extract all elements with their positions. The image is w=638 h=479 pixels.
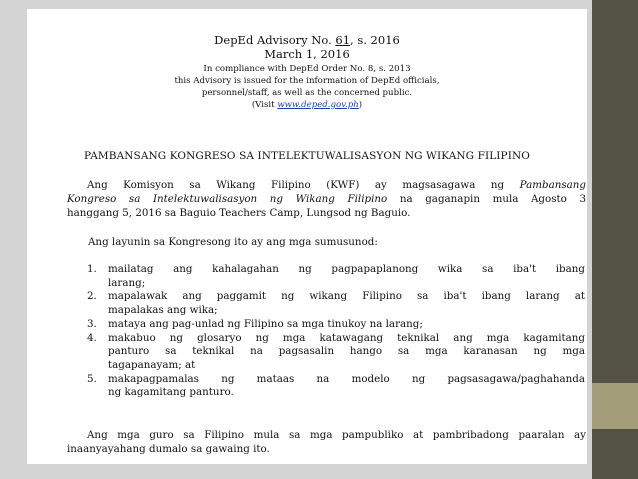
goals-intro: Ang layunin sa Kongresong ito ay ang mga sumusunod: [88, 236, 378, 248]
closing-paragraph [67, 428, 586, 456]
list-item-line: mataya ang pag-unlad ng Filipino sa mga tinukoy na larang; [108, 317, 423, 330]
visit-suffix: ) [358, 100, 363, 110]
compliance-line-1: In compliance with DepEd Order No. 8, s. 2013 [203, 64, 411, 74]
list-item-number: 2. [87, 290, 97, 303]
closing-line-2: inaanyayahang dumalo sa gawaing ito. [67, 443, 270, 455]
deped-website-link[interactable]: www.deped.gov.ph [277, 100, 359, 110]
list-item-number: 1. [87, 263, 97, 275]
intro-line-1-text: Ang Komisyon sa Wikang Filipino (KWF) ay magsasagawa ng [87, 179, 520, 191]
visit-prefix: (Visit [251, 100, 278, 110]
advisory-date: March 1, 2016 [264, 47, 350, 61]
list-item-line: ng kagamitang panturo. [108, 386, 234, 399]
event-name-part-2: Kongreso sa Intelektuwalisasyon ng Wikang Filipino [67, 193, 388, 205]
intro-line-2 [67, 192, 586, 206]
event-name-part-1: Pambansang [519, 179, 586, 191]
advisory-number: 61 [335, 33, 351, 47]
list-item [87, 263, 585, 290]
visit-line [27, 100, 587, 111]
intro-line-1 [67, 178, 586, 192]
list-item [87, 318, 585, 332]
list-item-number: 5. [87, 372, 97, 385]
list-item-line: larang; [108, 276, 146, 289]
compliance-line-2: this Advisory is issued for the information of DepEd officials, [174, 76, 440, 86]
closing-line-1: Ang mga guro sa Filipino mula sa mga pampubliko at pambribadong paaralan ay [87, 429, 586, 441]
list-item-line: mapalawak ang paggamit ng wikang Filipino sa iba't ibang larang at [108, 290, 585, 303]
advisory-prefix: DepEd Advisory No. [214, 33, 332, 47]
list-item-line: panturo sa teknikal na pagsasalin hango sa mga karanasan ng mga [108, 345, 585, 358]
compliance-line-3: personnel/staff, as well as the concerned public. [201, 88, 413, 98]
list-item-line: mapalakas ang wika; [108, 304, 218, 317]
intro-line-2-text: na gaganapin mula Agosto 3 [387, 193, 586, 205]
list-item [87, 373, 585, 400]
list-item [87, 290, 585, 317]
list-item-line: makabuo ng glosaryo ng mga katawagang teknikal ang mga kagamitang [108, 331, 585, 344]
advisory-document [27, 9, 587, 464]
list-item-line: mailatag ang kahalagahan ng pagpapaplanong wika sa iba't ibang [108, 263, 585, 275]
goals-list [87, 263, 585, 400]
list-item [87, 332, 585, 373]
list-item-line: tagapanayam; at [108, 358, 196, 371]
list-item-number: 3. [87, 317, 97, 330]
intro-line-3: hanggang 5, 2016 sa Baguio Teachers Camp, Lungsod ng Baguio. [67, 207, 411, 219]
advisory-suffix: , s. 2016 [350, 33, 400, 47]
intro-paragraph [67, 178, 586, 220]
advisory-number-line [27, 33, 587, 47]
list-item-number: 4. [87, 331, 97, 344]
slide-accent-block [592, 383, 638, 429]
list-item-line: makapagpamalas ng mataas na modelo ng pagsasagawa/paghahanda [108, 372, 585, 385]
advisory-title: PAMBANSANG KONGRESO SA INTELEKTUWALISASYON NG WIKANG FILIPINO [84, 150, 530, 162]
